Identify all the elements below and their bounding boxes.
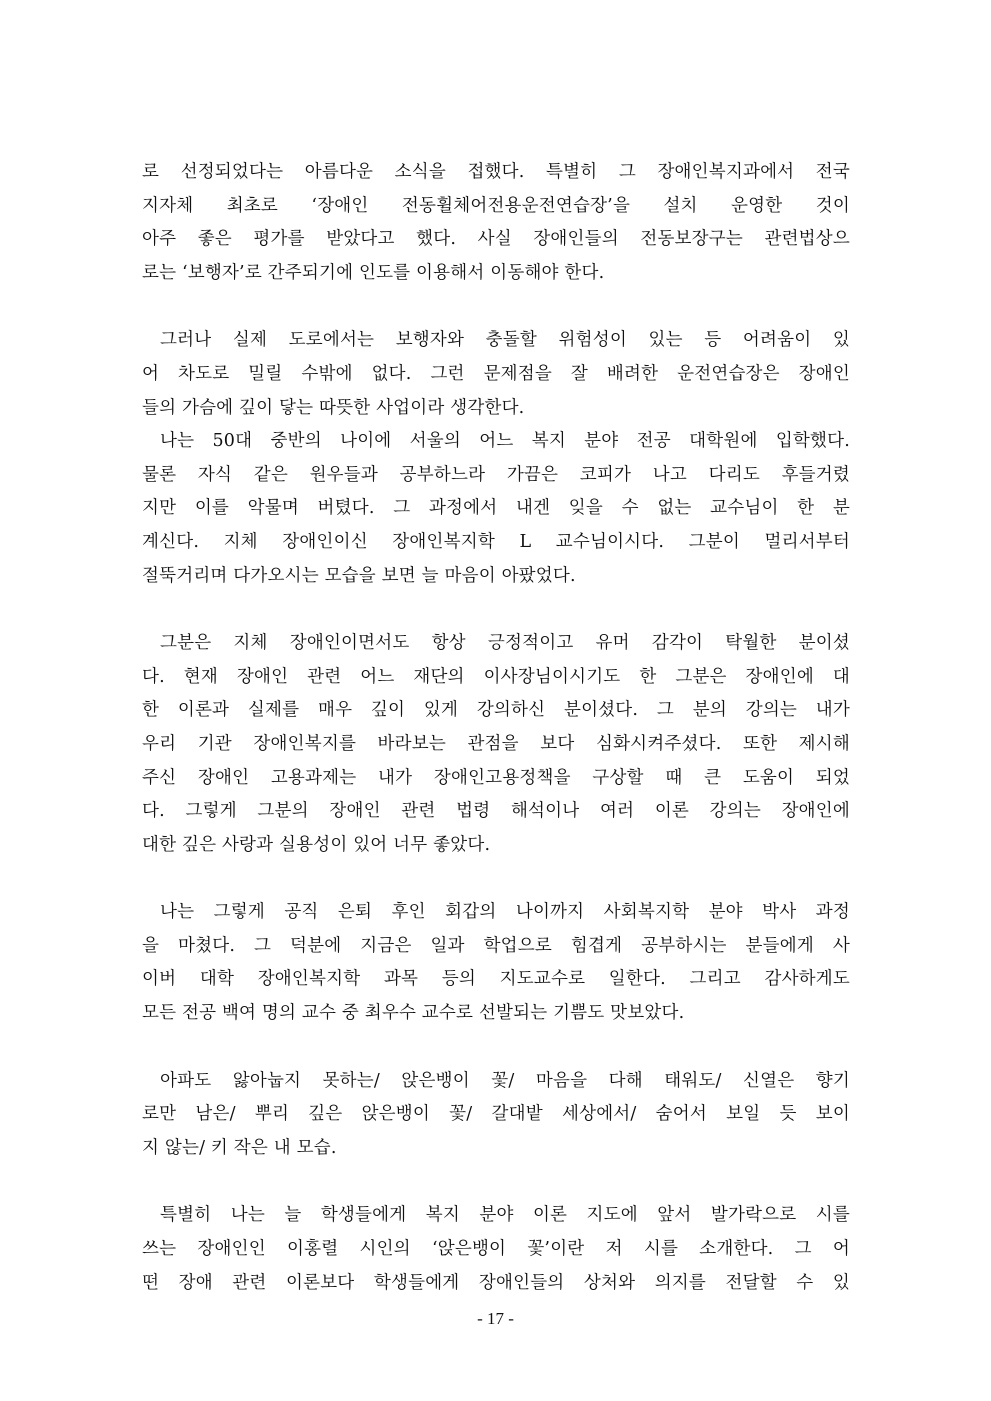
text-line: 지 않는/ 키 작은 내 모습.: [142, 1137, 337, 1158]
body-text: [142, 156, 850, 1300]
text-line: 을 마쳤다. 그 덕분에 지금은 일과 학업으로 힘겹게 공부하시는 분들에게 사: [142, 935, 850, 956]
text-line: 나는 그렇게 공직 은퇴 후인 회갑의 나이까지 사회복지학 분야 박사 과정: [160, 902, 850, 923]
text-line: 그러나 실제 도로에서는 보행자와 충돌할 위험성이 있는 등 어려움이 있: [160, 330, 850, 351]
paragraph-5: [142, 896, 850, 1030]
text-line: 로 선정되었다는 아름다운 소식을 접했다. 특별히 그 장애인복지과에서 전국: [142, 162, 850, 182]
text-line: 계신다. 지체 장애인이신 장애인복지학 L 교수님이시다. 그분이 멀리서부터: [142, 531, 850, 552]
page-number: - 17 -: [477, 1309, 514, 1328]
text-line: 떤 장애 관련 이론보다 학생들에게 장애인들의 상처와 의지를 전달할 수 있: [142, 1272, 850, 1293]
text-line: 지자체 최초로 ‘장애인 전동휠체어전용운전연습장’을 설치 운영한 것이: [142, 195, 850, 216]
paragraph-2: [142, 324, 850, 425]
text-line: 나는 50대 중반의 나이에 서울의 어느 복지 분야 전공 대학원에 입학했다.: [160, 431, 850, 452]
text-line: 이버 대학 장애인복지학 과목 등의 지도교수로 일한다. 그리고 감사하게도: [142, 969, 850, 990]
text-line: 한 이론과 실제를 매우 깊이 있게 강의하신 분이셨다. 그 분의 강의는 내가: [142, 700, 850, 721]
text-line: 다. 그렇게 그분의 장애인 관련 법령 해석이나 여러 이론 강의는 장애인에: [142, 801, 850, 822]
paragraph-3: [142, 425, 850, 593]
text-line: 로만 남은/ 뿌리 깊은 앉은뱅이 꽃/ 갈대밭 세상에서/ 숨어서 보일 듯 보이: [142, 1104, 850, 1125]
text-line: 로는 ‘보행자’로 간주되기에 인도를 이용해서 이동해야 한다.: [142, 262, 605, 283]
text-line: 우리 기관 장애인복지를 바라보는 관점을 보다 심화시켜주셨다. 또한 제시해: [142, 733, 850, 754]
text-line: 물론 자식 같은 원우들과 공부하느라 가끔은 코피가 나고 다리도 후들거렸: [142, 464, 850, 485]
text-line: 모든 전공 백여 명의 교수 중 최우수 교수로 선발되는 기쁨도 맛보았다.: [142, 1003, 685, 1024]
text-line: 특별히 나는 늘 학생들에게 복지 분야 이론 지도에 앞서 발가락으로 시를: [160, 1205, 850, 1226]
poem-quote: [142, 1065, 850, 1166]
text-line: 어 차도로 밀릴 수밖에 없다. 그런 문제점을 잘 배려한 운전연습장은 장애인: [142, 363, 850, 384]
text-line: 절뚝거리며 다가오시는 모습을 보면 늘 마음이 아팠었다.: [142, 565, 576, 586]
paragraph-4: [142, 627, 850, 862]
text-line: 대한 깊은 사랑과 실용성이 있어 너무 좋았다.: [142, 834, 491, 855]
text-line: 지만 이를 악물며 버텼다. 그 과정에서 내겐 잊을 수 없는 교수님이 한 분: [142, 498, 850, 519]
text-line: 그분은 지체 장애인이면서도 항상 긍정적이고 유머 감각이 탁월한 분이셨: [160, 633, 850, 654]
text-line: 아파도 앓아눕지 못하는/ 앉은뱅이 꽃/ 마음을 다해 태워도/ 신열은 향기: [160, 1070, 850, 1091]
text-line: 아주 좋은 평가를 받았다고 했다. 사실 장애인들의 전동보장구는 관련법상으: [142, 229, 850, 250]
text-line: 들의 가슴에 깊이 닿는 따뜻한 사업이라 생각한다.: [142, 397, 525, 418]
paragraph-7: [142, 1199, 850, 1300]
paragraph-1: [142, 156, 850, 290]
text-line: 주신 장애인 고용과제는 내가 장애인고용정책을 구상할 때 큰 도움이 되었: [142, 767, 850, 788]
text-line: 다. 현재 장애인 관련 어느 재단의 이사장님이시기도 한 그분은 장애인에 대: [142, 666, 850, 687]
text-line: 쓰는 장애인인 이홍렬 시인의 ‘앉은뱅이 꽃’이란 저 시를 소개한다. 그 어: [142, 1239, 850, 1260]
